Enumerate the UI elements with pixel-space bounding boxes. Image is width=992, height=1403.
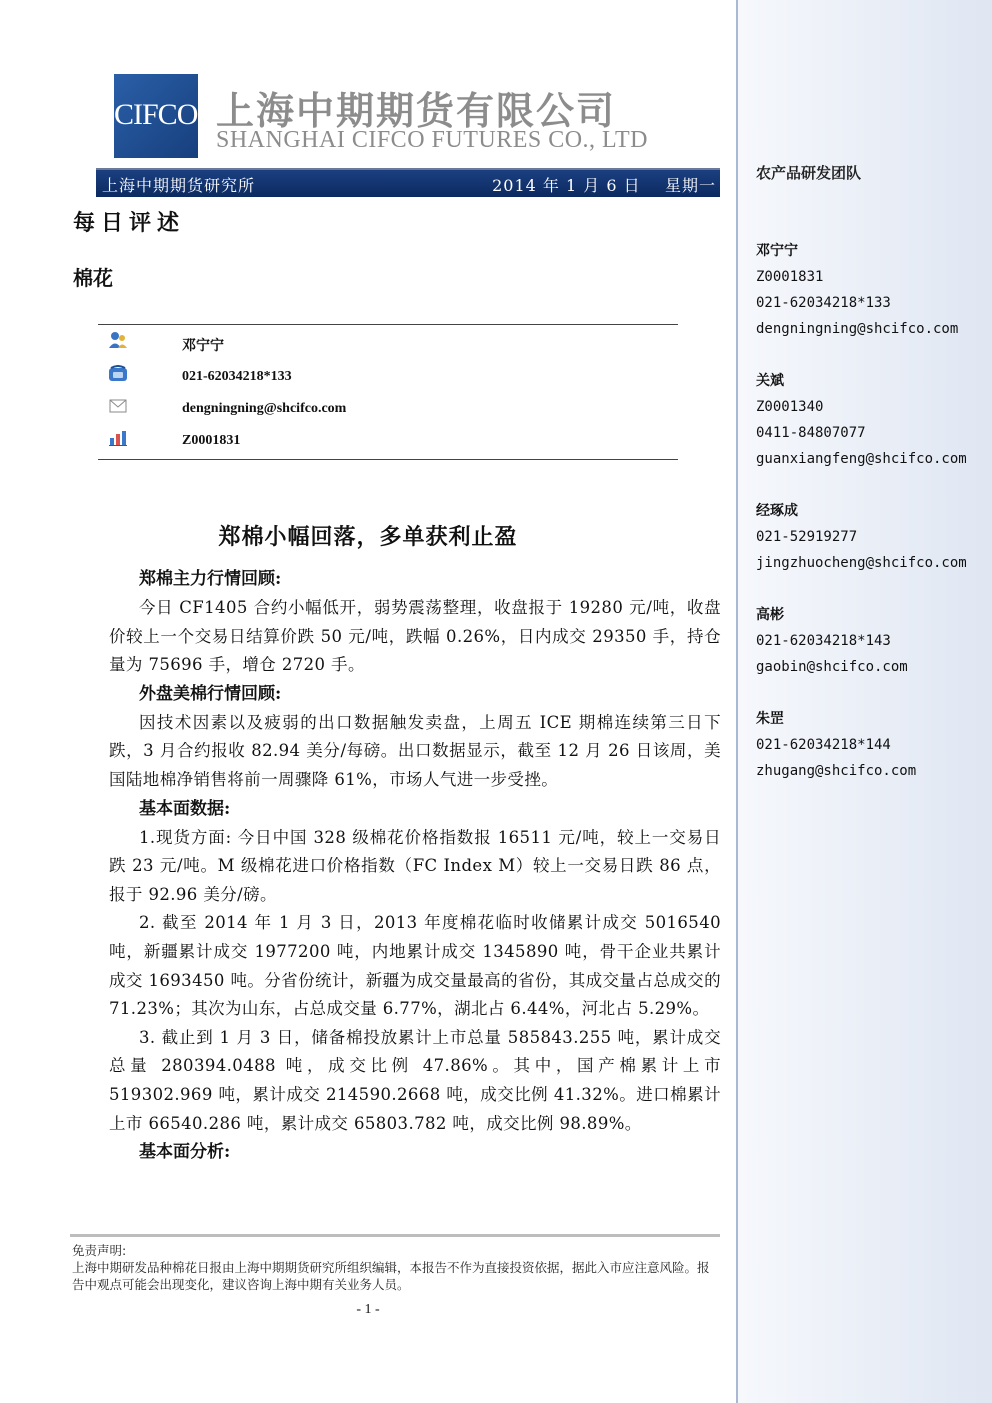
person-icon	[108, 331, 128, 349]
team-contact	[756, 498, 967, 576]
contact-license: Z0001831	[756, 269, 824, 285]
header-band	[96, 168, 720, 197]
institute-name: 上海中期期货研究所	[102, 176, 256, 195]
contact-email[interactable]: jingzhuocheng@shcifco.com	[756, 555, 967, 571]
author-name: 邓宁宁	[182, 339, 224, 354]
section-title-fundamentals-data: 基本面数据:	[139, 798, 231, 819]
paragraph-reserve-purchase: 2. 截至 2014 年 1 月 3 日，2013 年度棉花临时收储累计成交 5016540 吨，新疆累计成交 1977200 吨，内地累计成交 1345890 吨，骨干企业共累计成交 1693450 吨。分省份统计，新疆为成交量最高的省份，其成交量占总成交的 71.23%；其次为山东，占总成交量 6.77%，湖北占 6.44%，河北占 5.29%。	[109, 913, 721, 1019]
logo-mark: CIFCO	[114, 98, 198, 131]
article-headline: 郑棉小幅回落，多单获利止盈	[218, 524, 518, 550]
author-info-box	[98, 324, 678, 460]
variety-heading: 棉花	[73, 266, 113, 290]
report-date: 2014 年 1 月 6 日	[492, 176, 641, 195]
contact-name: 邓宁宁	[756, 243, 798, 259]
report-weekday: 星期一	[664, 176, 716, 195]
company-logo	[114, 74, 198, 158]
section-title-us-cotton: 外盘美棉行情回顾:	[139, 683, 282, 704]
research-team-sidebar	[736, 0, 992, 1403]
author-email[interactable]: dengningning@shcifco.com	[182, 401, 347, 416]
section-title-fundamentals-analysis: 基本面分析:	[139, 1142, 231, 1163]
contact-name: 高彬	[756, 607, 784, 623]
bar-chart-icon	[108, 429, 128, 447]
paragraph-reserve-release: 3. 截止到 1 月 3 日，储备棉投放累计上市总量 585843.255 吨，累计成交总量 280394.0488 吨，成交比例 47.86%。其中，国产棉累计上市 519302.969 吨，累计成交 214590.2668 吨，成交比例 41.32%。进口棉累计上市 66540.286 吨，累计成交 65803.782 吨，成交比例 98.89%。	[109, 1027, 721, 1133]
disclaimer-title: 免责声明:	[72, 1243, 127, 1258]
contact-phone: 021-62034218*143	[756, 633, 891, 649]
team-contact	[756, 238, 958, 342]
contact-name: 经琢成	[756, 503, 798, 519]
contact-email[interactable]: zhugang@shcifco.com	[756, 763, 917, 779]
contact-phone: 0411-84807077	[756, 425, 866, 441]
paragraph-spot: 1.现货方面: 今日中国 328 级棉花价格指数报 16511 元/吨，较上一交易日跌 23 元/吨。M 级棉花进口价格指数（FC Index M）较上一交易日跌 86 点，报于 92.96 美分/磅。	[109, 827, 721, 904]
team-title: 农产品研发团队	[756, 164, 862, 182]
contact-phone: 021-62034218*144	[756, 737, 891, 753]
company-name-en: SHANGHAI CIFCO FUTURES CO., LTD	[216, 127, 648, 153]
company-name-cn: 上海中期期货有限公司	[216, 89, 617, 133]
paragraph-zhengzhou: 今日 CF1405 合约小幅低开，弱势震荡整理，收盘报于 19280 元/吨，收盘价较上一个交易日结算价跌 50 元/吨，跌幅 0.26%，日内成交 29350 手，持仓量为 75696 手，增仓 2720 手。	[109, 598, 721, 675]
contact-email[interactable]: dengningning@shcifco.com	[756, 321, 959, 337]
disclaimer-text: 上海中期研发品种棉花日报由上海中期期货研究所组织编辑，本报告不作为直接投资依据，据此入市应注意风险。报告中观点可能会出现变化，建议咨询上海中期有关业务人员。	[72, 1260, 710, 1292]
paragraph-us-cotton: 因技术因素以及疲弱的出口数据触发卖盘，上周五 ICE 期棉连续第三日下跌，3 月合约报收 82.94 美分/每磅。出口数据显示，截至 12 月 26 日该周，美国陆地棉净销售将前一周骤降 61%，市场人气进一步受挫。	[109, 712, 721, 789]
team-contact	[756, 602, 908, 680]
author-license: Z0001831	[182, 433, 241, 448]
contact-email[interactable]: guanxiangfeng@shcifco.com	[756, 451, 967, 467]
contact-phone: 021-62034218*133	[756, 295, 891, 311]
team-contact	[756, 368, 967, 472]
doc-type-heading: 每日评述	[73, 210, 186, 236]
footer-divider	[70, 1234, 720, 1237]
author-phone: 021-62034218*133	[182, 369, 292, 384]
envelope-icon	[108, 397, 128, 415]
disclaimer	[72, 1242, 720, 1293]
page-number: - 1 -	[356, 1302, 380, 1317]
phone-icon	[108, 365, 128, 383]
contact-name: 关斌	[756, 373, 784, 389]
team-contact	[756, 706, 916, 784]
report-date-line	[492, 173, 716, 196]
article-body	[109, 565, 721, 1167]
contact-license: Z0001340	[756, 399, 824, 415]
contact-email[interactable]: gaobin@shcifco.com	[756, 659, 908, 675]
section-title-zhengzhou: 郑棉主力行情回顾:	[139, 569, 282, 589]
contact-phone: 021-52919277	[756, 529, 858, 545]
contact-name: 朱罡	[756, 711, 784, 727]
